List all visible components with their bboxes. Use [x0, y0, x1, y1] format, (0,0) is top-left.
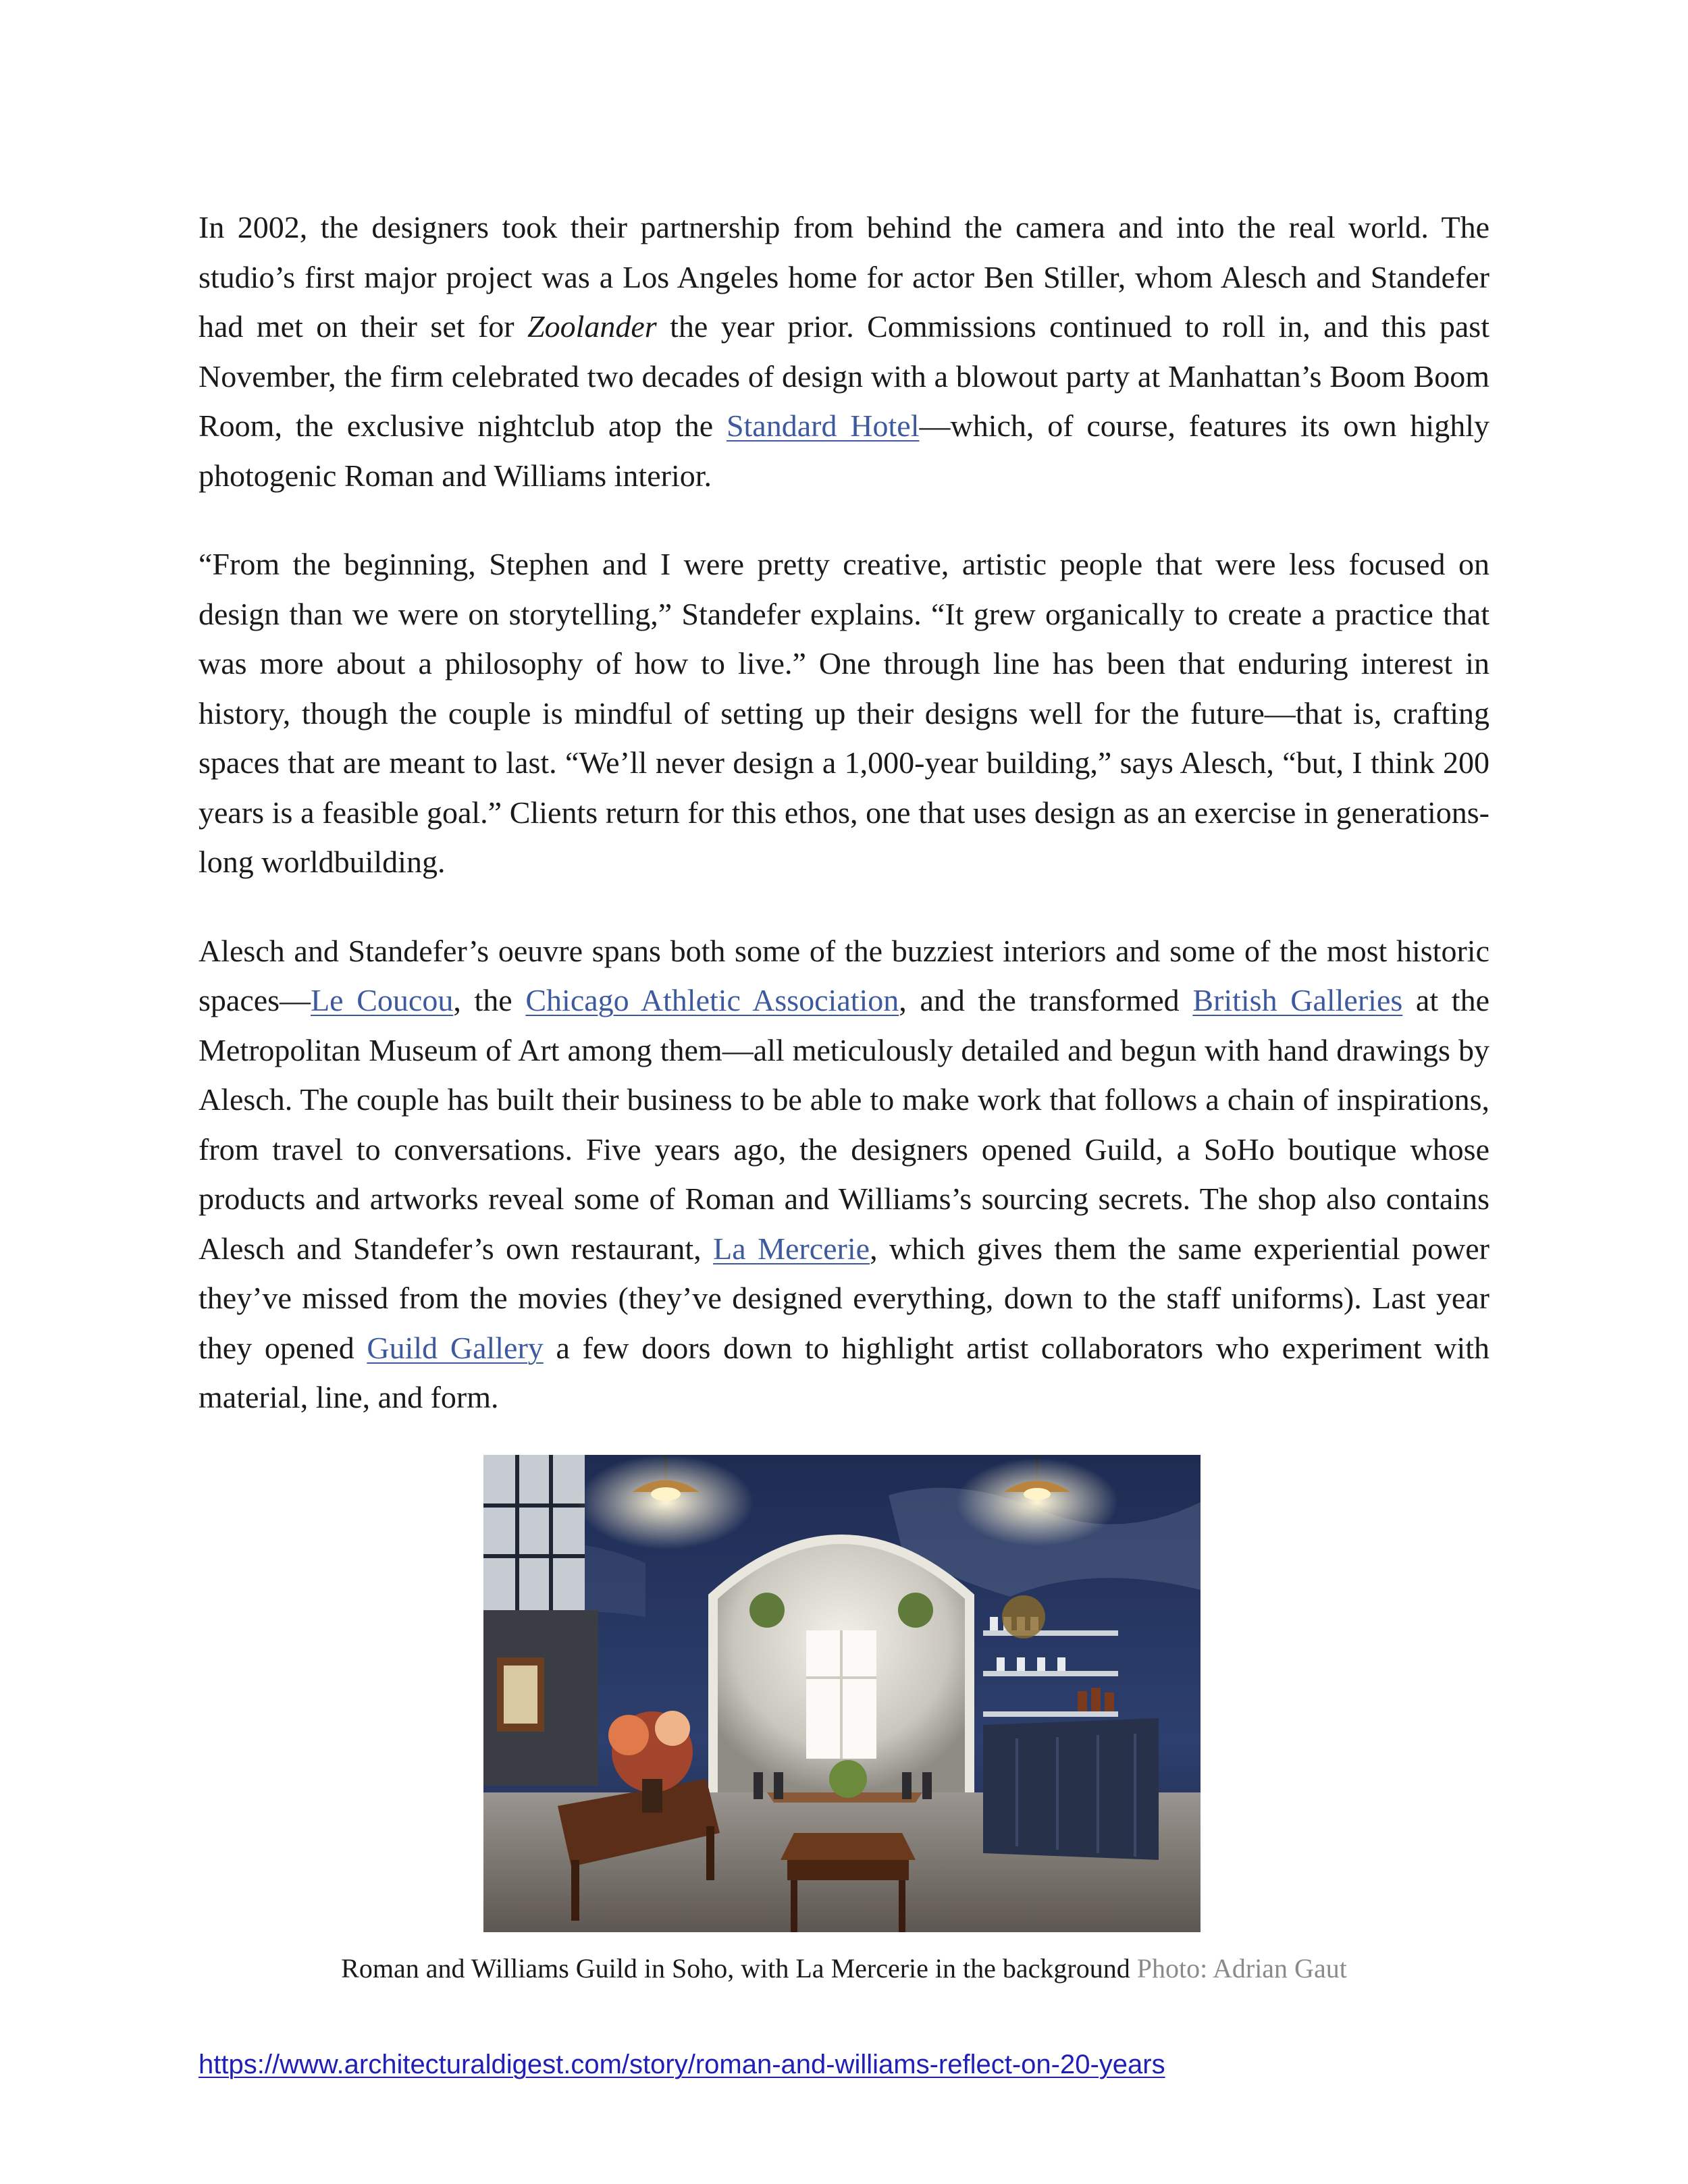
paragraph-3-text-6: a few doors down to highlight artist collaborators who experiment with material, line, and form. [199, 1330, 1490, 1414]
paragraph-3-text-5: , which gives them the same experiential power they’ve missed from the movies (they’ve designed everything, down to the staff uniforms). Last year they opened [199, 1231, 1489, 1365]
link-british-galleries[interactable]: British Galleries [1192, 983, 1403, 1017]
restaurant-interior-illustration [483, 1455, 1201, 1932]
paragraph-3-text-3: , and the transformed [899, 983, 1193, 1017]
paragraph-2 [199, 539, 1489, 887]
paragraph-1-text-1: In 2002, the designers took their partnership from behind the camera and into the real world. The studio’s first major project was a Los Angeles home for actor Ben Stiller, whom Alesch and Standefer had met on their set for [199, 210, 1489, 344]
source-url-link[interactable]: https://www.architecturaldigest.com/story/roman-and-williams-reflect-on-20-years [199, 2050, 1165, 2079]
link-guild-gallery[interactable]: Guild Gallery [367, 1330, 544, 1365]
figure-caption [0, 1950, 1688, 1988]
photo-credit: Photo: Adrian Gaut [1136, 1953, 1347, 1983]
link-le-coucou[interactable]: Le Coucou [311, 983, 454, 1017]
restaurant-interior-photo [483, 1455, 1201, 1932]
link-la-mercerie[interactable]: La Mercerie [713, 1231, 870, 1266]
paragraph-3 [199, 926, 1489, 1422]
article-body [199, 203, 1489, 1462]
film-title-zoolander: Zoolander [527, 309, 657, 344]
paragraph-3-text-1: Alesch and Standefer’s oeuvre spans both some of the buzziest interiors and some of the most historic spaces— [199, 933, 1489, 1017]
caption-text: Roman and Williams Guild in Soho, with La Mercerie in the background [341, 1953, 1130, 1983]
paragraph-3-text-4: at the Metropolitan Museum of Art among them—all meticulously detailed and begun with hand drawings by Alesch. The couple has built their business to be able to make work that follows a chain of inspirations, from travel to conversations. Five years ago, the designers opened Guild, a SoHo boutique whose products and artworks reveal some of Roman and Williams’s sourcing secrets. The shop also contains Alesch and Standefer’s own restaurant, [199, 983, 1489, 1266]
link-chicago-athletic-association[interactable]: Chicago Athletic Association [525, 983, 899, 1017]
paragraph-1-text-2: the year prior. Commissions continued to roll in, and this past November, the firm celebrated two decades of design with a blowout party at Manhattan’s Boom Boom Room, the exclusive nightclub atop the [199, 309, 1489, 443]
paragraph-3-text-2: , the [453, 983, 526, 1017]
paragraph-1 [199, 203, 1489, 500]
link-standard-hotel[interactable]: Standard Hotel [726, 408, 920, 443]
paragraph-1-text-3: —which, of course, features its own highly photogenic Roman and Williams interior. [199, 408, 1489, 493]
paragraph-2-text-1: “From the beginning, Stephen and I were pretty creative, artistic people that were less focused on design than we were on storytelling,” Standefer explains. “It grew organically to create a practice that was more about a philosophy of how to live.” One through line has been that enduring interest in history, though the couple is mindful of setting up their designs well for the future—that is, crafting spaces that are meant to last. “We’ll never design a 1,000-year building,” says Alesch, “but, I think 200 years is a feasible goal.” Clients return for this ethos, one that uses design as an exercise in generations-long worldbuilding. [199, 547, 1489, 879]
